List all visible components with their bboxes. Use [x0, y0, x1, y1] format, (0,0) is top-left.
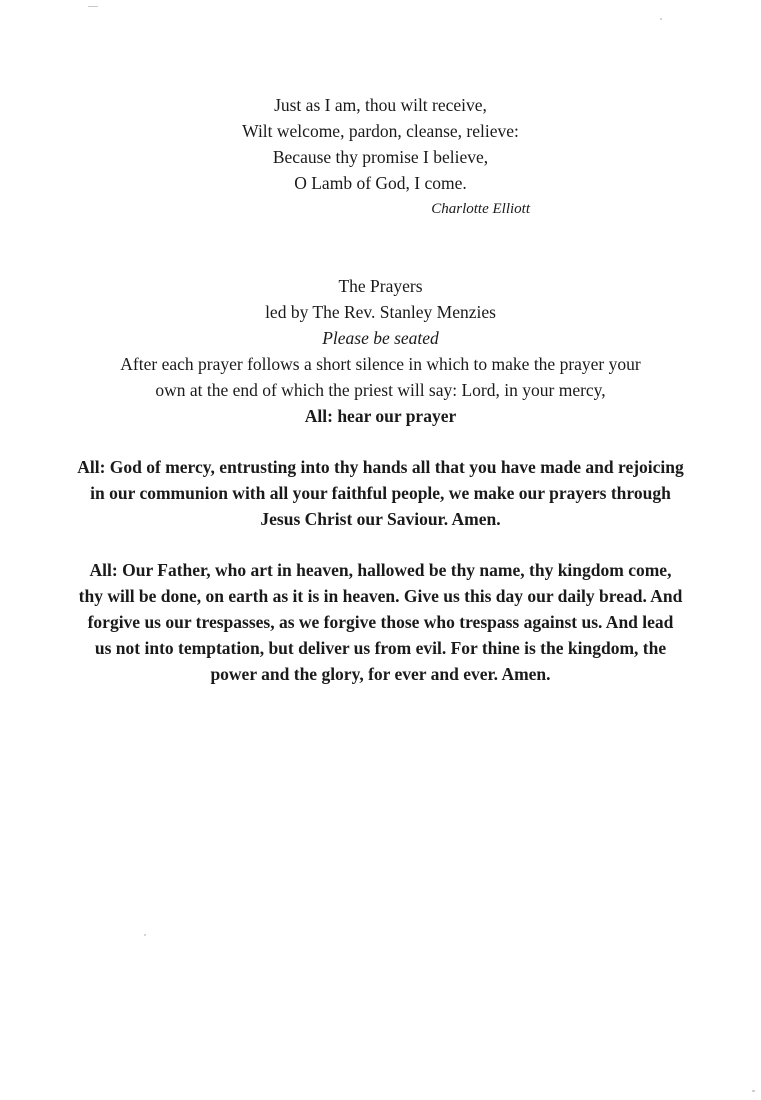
- hymn-line: Just as I am, thou wilt receive,: [274, 95, 487, 115]
- prayer-line: in our communion with all your faithful people, we make our prayers through: [90, 483, 671, 503]
- prayers-instruction: Please be seated: [322, 328, 439, 348]
- hymn-line: O Lamb of God, I come.: [294, 173, 467, 193]
- scan-speck: [88, 6, 98, 7]
- prayer-line: thy will be done, on earth as it is in heaven. Give us this day our daily bread. And: [78, 586, 683, 606]
- prayer-line: forgive us our trespasses, as we forgive those who trespass against us. And lead: [87, 612, 674, 632]
- prayer-line: Jesus Christ our Saviour. Amen.: [260, 509, 501, 529]
- hymn-line: Because thy promise I believe,: [272, 147, 489, 167]
- hymn-attribution: Charlotte Elliott: [431, 201, 530, 217]
- scan-speck: [144, 934, 146, 936]
- prayers-description-line: own at the end of which the priest will say: Lord, in your mercy,: [155, 380, 606, 400]
- prayers-response: All: hear our prayer: [304, 406, 457, 426]
- prayer-line: us not into temptation, but deliver us from evil. For thine is the kingdom, the: [94, 638, 667, 658]
- scan-speck: [752, 1090, 755, 1092]
- prayers-leader: led by The Rev. Stanley Menzies: [265, 302, 496, 322]
- prayers-description-line: After each prayer follows a short silence in which to make the prayer your: [120, 354, 641, 374]
- prayer-line: All: God of mercy, entrusting into thy hands all that you have made and rejoicing: [77, 457, 684, 477]
- scan-speck: [660, 18, 662, 20]
- prayer-line: power and the glory, for ever and ever. Amen.: [210, 664, 551, 684]
- prayer-line: All: Our Father, who art in heaven, hallowed be thy name, thy kingdom come,: [89, 560, 672, 580]
- prayers-title: The Prayers: [338, 276, 423, 296]
- hymn-line: Wilt welcome, pardon, cleanse, relieve:: [242, 121, 519, 141]
